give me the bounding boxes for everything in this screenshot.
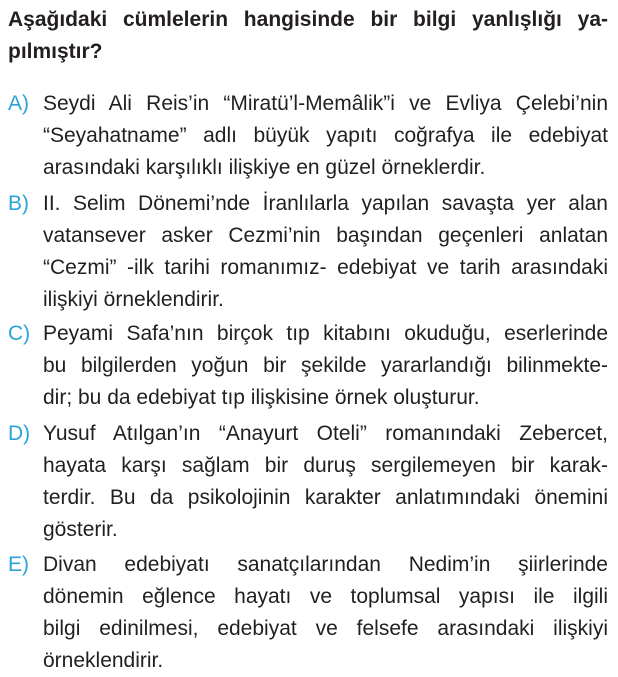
option-line: Peyami Safa’nın birçok tıp kitabını okuduğu, eserlerinde xyxy=(43,322,608,345)
option-line: arasındaki karşılıklı ilişkiye en güzel örneklerdir. xyxy=(43,156,486,179)
question-line: pılmıştır? xyxy=(8,40,103,63)
option-line: bu bilgilerden yoğun bir şekilde yararlandığı bilinmekte- xyxy=(43,354,608,377)
option-text xyxy=(43,318,608,414)
option-line: bilgi edinilmesi, edebiyat ve felsefe arasındaki ilişkiyi xyxy=(43,617,608,640)
option-letter: A) xyxy=(8,92,29,115)
option-line: Divan edebiyatı sanatçılarından Nedim’in şiirlerinde xyxy=(43,553,608,576)
option-text xyxy=(43,549,608,677)
option-line: Seydi Ali Reis’in “Miratü’l-Memâlik”i ve Evliya Çelebi’nin xyxy=(43,92,608,115)
option-line: terdir. Bu da psikolojinin karakter anlatımındaki önemini xyxy=(43,486,608,509)
option-line: dir; bu da edebiyat tıp ilişkisine örnek oluşturur. xyxy=(43,386,480,409)
option-line: Yusuf Atılgan’ın “Anayurt Oteli” romanındaki Zebercet, xyxy=(43,422,608,445)
question-stem xyxy=(8,4,608,68)
option-line: hayata karşı sağlam bir duruş sergilemeyen bir karak- xyxy=(43,454,608,477)
option-text xyxy=(43,188,608,316)
option-line: gösterir. xyxy=(43,518,118,541)
option-line: vatansever asker Cezmi’nin başından geçenleri anlatan xyxy=(43,224,608,247)
option-line: dönemin eğlence hayatı ve toplumsal yapısı ile ilgili xyxy=(43,585,608,608)
option-letter: C) xyxy=(8,322,31,345)
option-letter: E) xyxy=(8,553,29,576)
option-text xyxy=(43,418,608,546)
option-line: II. Selim Dönemi’nde İranlılarla yapılan savaşta yer alan xyxy=(43,192,608,215)
option-letter: D) xyxy=(8,422,31,445)
option-letter: B) xyxy=(8,192,29,215)
option-line: örneklendirir. xyxy=(43,649,164,672)
option-line: ilişkiyi örneklendirir. xyxy=(43,288,224,311)
option-line: “Cezmi” -ilk tarihi romanımız- edebiyat ve tarih arasındaki xyxy=(43,256,608,279)
option-line: “Seyahatname” adlı büyük yapıtı coğrafya ile edebiyat xyxy=(43,124,608,147)
option-text xyxy=(43,88,608,184)
question-line: Aşağıdaki cümlelerin hangisinde bir bilgi yanlışlığı ya- xyxy=(8,8,608,31)
